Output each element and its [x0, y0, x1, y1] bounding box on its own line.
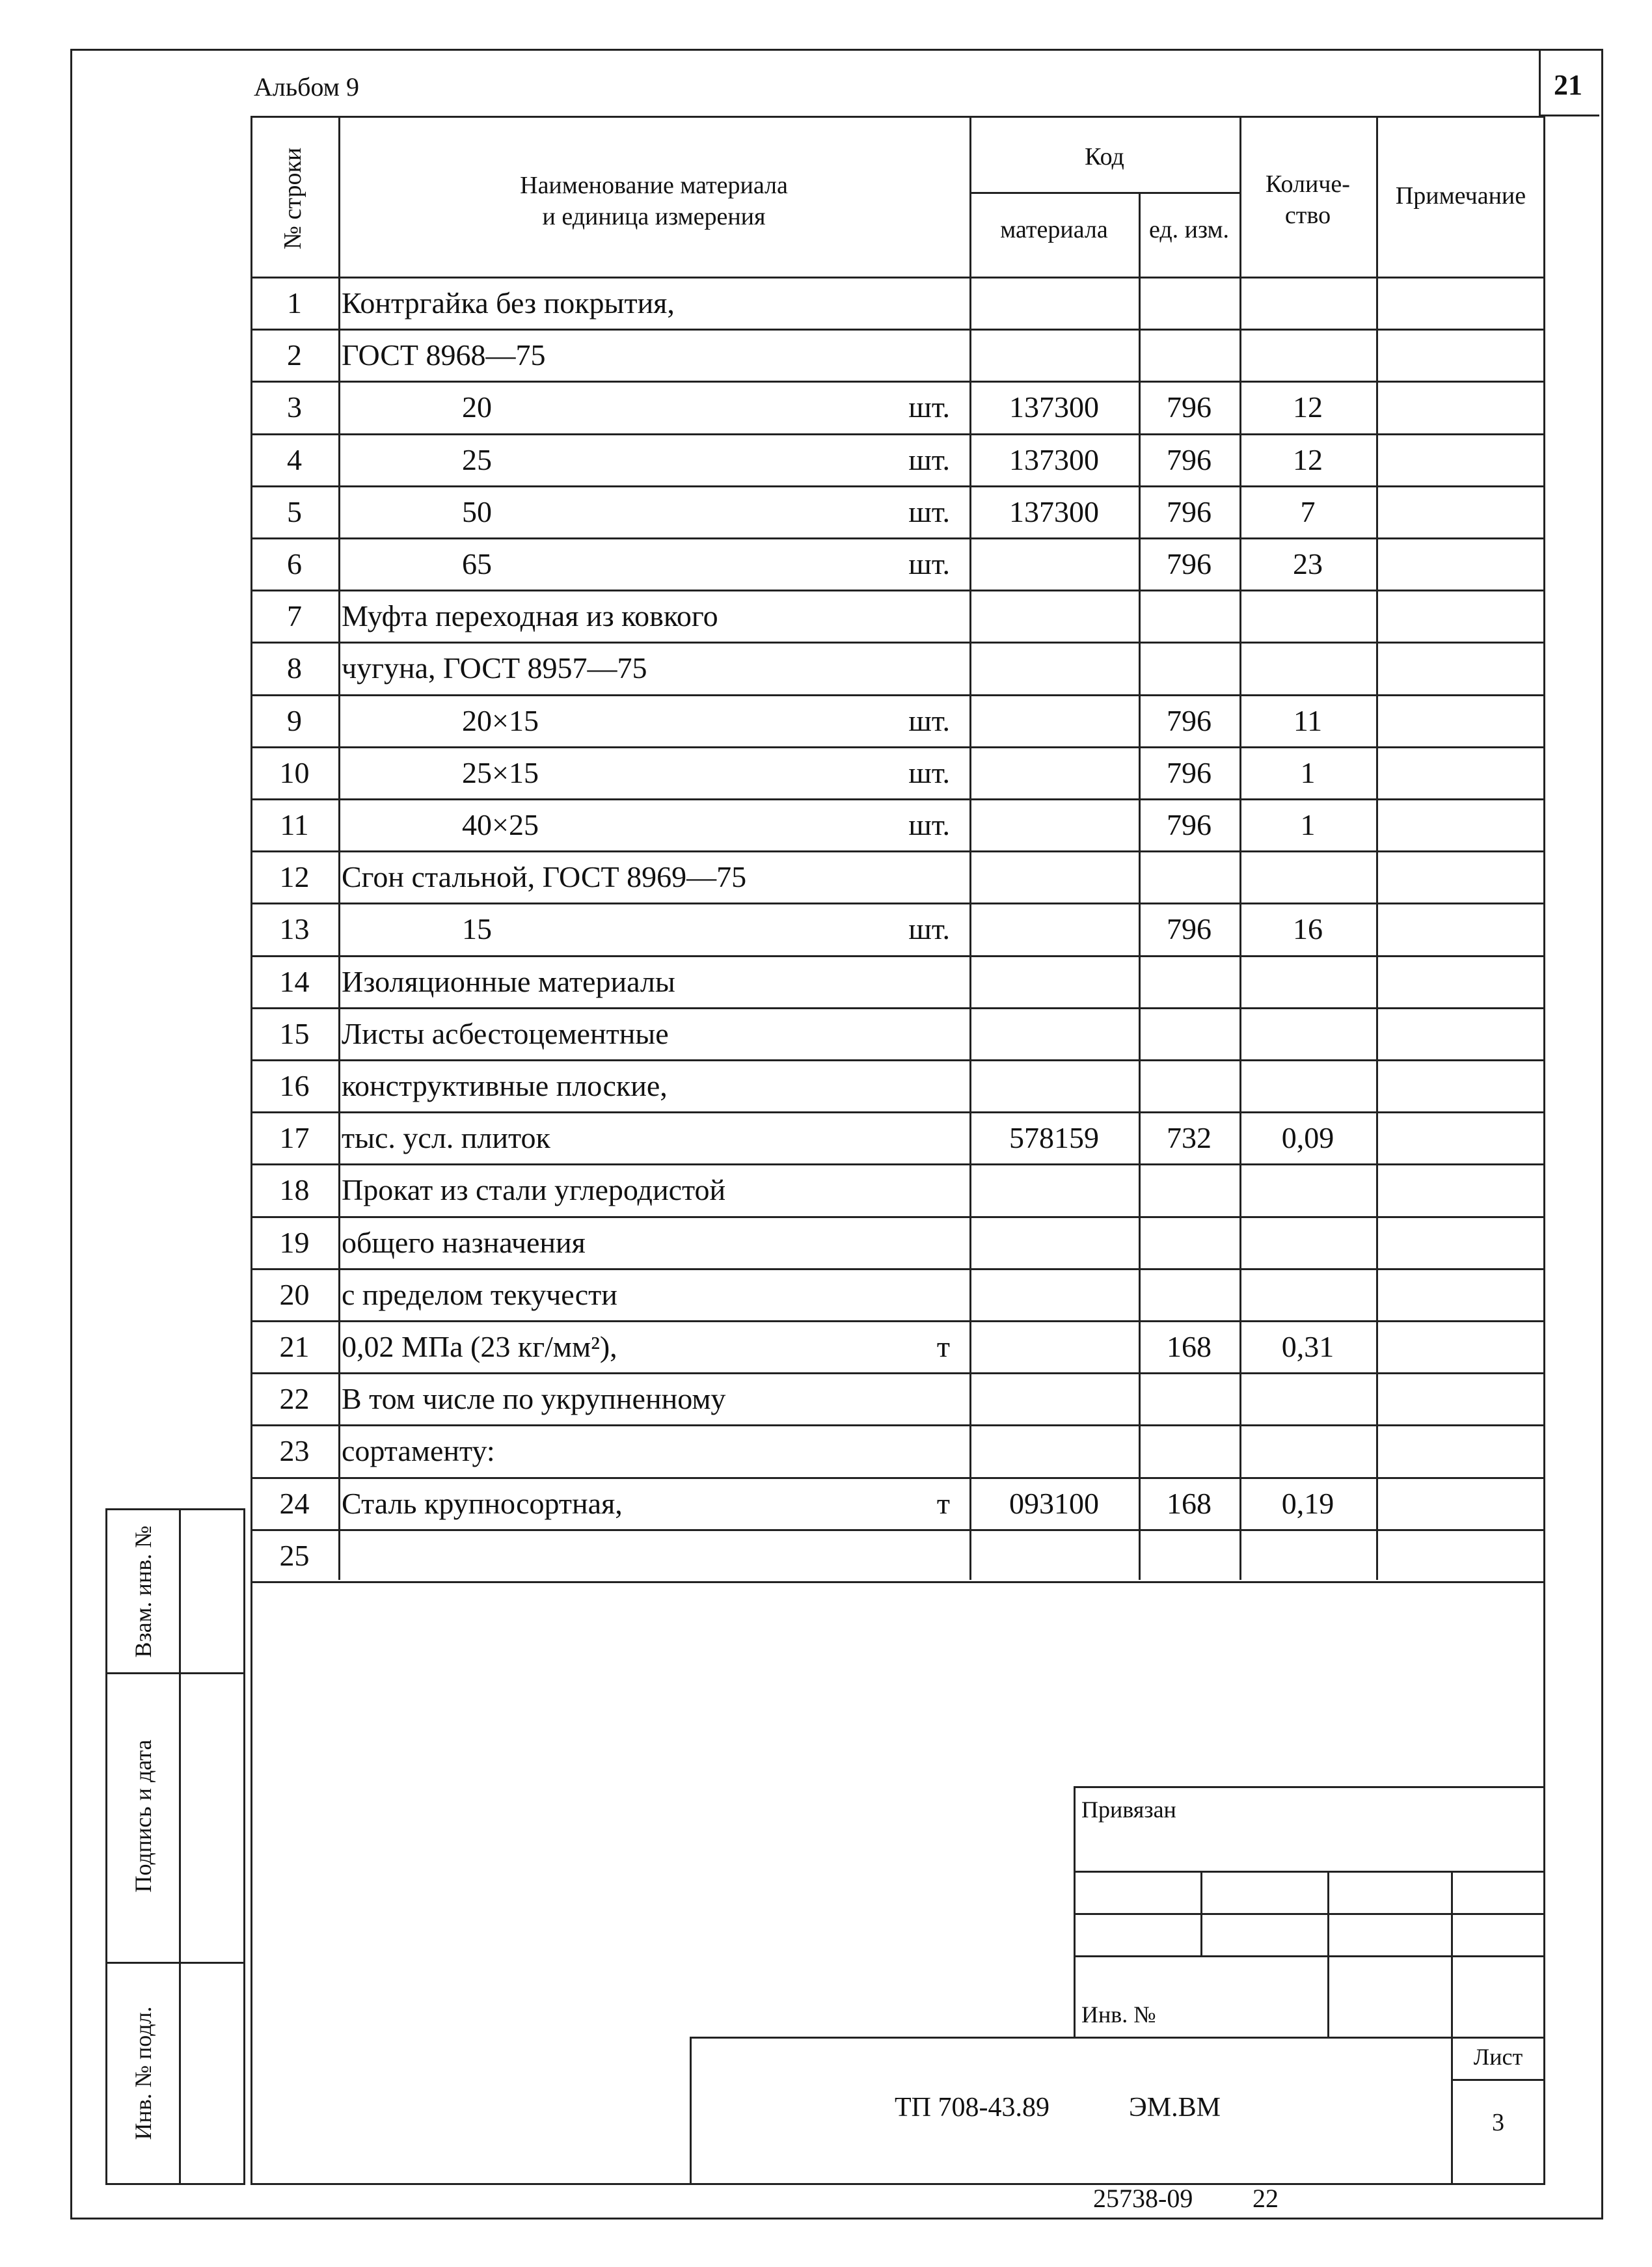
row-name: 20×15: [462, 703, 539, 737]
row-number: 23: [279, 1434, 310, 1468]
row-unit: т: [936, 1486, 950, 1520]
row-name: Сталь крупносортная,: [342, 1486, 623, 1520]
row-unit: т: [936, 1330, 950, 1363]
row-divider: [251, 537, 1545, 539]
row-number: 13: [279, 912, 310, 946]
row-quantity: 12: [1293, 390, 1323, 424]
row-number: 15: [279, 1016, 310, 1050]
doc-mark: ЭМ.ВМ: [1129, 2093, 1221, 2123]
row-divider: [251, 642, 1545, 644]
row-number: 1: [287, 286, 302, 319]
row-number: 3: [287, 390, 302, 424]
row-number: 5: [287, 495, 302, 528]
row-number: 20: [279, 1277, 310, 1311]
row-name: Контргайка без покрытия,: [342, 286, 675, 319]
page-number: 21: [1554, 69, 1582, 101]
row-quantity: 1: [1300, 755, 1316, 789]
row-number: 9: [287, 703, 302, 737]
inv-no-label: Инв. №: [1081, 2002, 1156, 2028]
sheet-label: Лист: [1473, 2044, 1523, 2070]
row-name: 0,02 МПа (23 кг/мм²),: [342, 1330, 617, 1363]
table-top-border: [251, 116, 1545, 118]
row-name: общего назначения: [342, 1225, 586, 1259]
row-name: 50: [462, 495, 492, 528]
row-quantity: 0,09: [1281, 1121, 1334, 1155]
doc-code: ТП 708-43.89: [895, 2093, 1049, 2123]
row-unit: шт.: [908, 808, 950, 841]
row-code-unit: 796: [1167, 495, 1212, 528]
row-code-unit: 168: [1167, 1330, 1212, 1363]
row-divider: [251, 1268, 1545, 1270]
row-number: 12: [279, 860, 310, 894]
header-quantity: Количе- ство: [1266, 170, 1350, 229]
footer-page: 22: [1253, 2184, 1279, 2213]
side-stamp-frame: [105, 1508, 245, 2185]
row-number: 8: [287, 651, 302, 685]
row-divider: [251, 1216, 1545, 1218]
row-name: Прокат из стали углеродистой: [342, 1173, 726, 1207]
row-unit: шт.: [908, 495, 950, 528]
row-code-unit: 796: [1167, 442, 1212, 476]
row-unit: шт.: [908, 547, 950, 580]
row-unit: шт.: [908, 755, 950, 789]
row-quantity: 11: [1293, 703, 1323, 737]
header-name: Наименование материала и единица измерения: [520, 172, 788, 230]
row-number: 25: [279, 1538, 310, 1572]
row-number: 6: [287, 547, 302, 580]
row-divider: [251, 1477, 1545, 1479]
row-divider: [251, 1320, 1545, 1322]
row-number: 17: [279, 1121, 310, 1155]
row-unit: шт.: [908, 912, 950, 946]
row-unit: шт.: [908, 703, 950, 737]
row-divider: [251, 850, 1545, 852]
row-code-unit: 796: [1167, 912, 1212, 946]
row-name: 20: [462, 390, 492, 424]
row-name: 40×25: [462, 808, 539, 841]
side-stamp-sep1: [105, 1672, 245, 1674]
sheet-number: 3: [1492, 2109, 1504, 2136]
row-number: 11: [280, 808, 309, 841]
row-code-unit: 796: [1167, 547, 1212, 580]
row-quantity: 0,19: [1281, 1486, 1334, 1520]
row-number: 19: [279, 1225, 310, 1259]
row-name: Листы асбестоцементные: [342, 1016, 669, 1050]
side-stamp-sep2: [105, 1962, 245, 1964]
row-name: В том числе по укрупненному: [342, 1382, 726, 1416]
row-divider: [251, 903, 1545, 904]
row-code-unit: 732: [1167, 1121, 1212, 1155]
row-divider: [251, 381, 1545, 383]
privyazan-label: Привязан: [1081, 1797, 1176, 1823]
row-number: 21: [279, 1330, 310, 1363]
side-stamp-divider: [179, 1508, 181, 2185]
row-number: 14: [279, 964, 310, 998]
row-number: 10: [279, 755, 310, 789]
row-name: Изоляционные материалы: [342, 964, 675, 998]
row-divider: [251, 485, 1545, 487]
row-code-unit: 796: [1167, 703, 1212, 737]
row-name: конструктивные плоские,: [342, 1069, 668, 1102]
row-name: 15: [462, 912, 492, 946]
row-divider: [251, 1529, 1545, 1531]
row-number: 24: [279, 1486, 310, 1520]
row-name: с пределом текучести: [342, 1277, 617, 1311]
row-number: 16: [279, 1069, 310, 1102]
row-code-unit: 168: [1167, 1486, 1212, 1520]
row-divider: [251, 1581, 1545, 1583]
row-divider: [251, 1424, 1545, 1426]
row-divider: [251, 329, 1545, 331]
header-note: Примечание: [1395, 182, 1526, 210]
header-code: Код: [1085, 143, 1124, 170]
row-code-material: 137300: [1009, 495, 1099, 528]
row-name: 25: [462, 442, 492, 476]
row-number: 7: [287, 599, 302, 633]
header-code-unit: ед. изм.: [1148, 216, 1230, 243]
row-divider: [251, 1163, 1545, 1165]
row-name: Сгон стальной, ГОСТ 8969—75: [342, 860, 747, 894]
row-unit: шт.: [908, 390, 950, 424]
row-unit: шт.: [908, 442, 950, 476]
row-name: сортаменту:: [342, 1434, 495, 1468]
row-quantity: 0,31: [1281, 1330, 1334, 1363]
row-divider: [251, 1059, 1545, 1061]
row-divider: [251, 590, 1545, 591]
row-number: 2: [287, 338, 302, 372]
row-quantity: 1: [1300, 808, 1316, 841]
row-number: 4: [287, 442, 302, 476]
row-code-unit: 796: [1167, 755, 1212, 789]
stamp-vzam-inv: Взам. инв. №: [130, 1525, 156, 1658]
header-code-material: материала: [1000, 216, 1108, 243]
row-divider: [251, 1111, 1545, 1113]
row-divider: [251, 746, 1545, 748]
row-quantity: 16: [1293, 912, 1323, 946]
row-name: 65: [462, 547, 492, 580]
stamp-podpis-data: Подпись и дата: [130, 1739, 156, 1893]
row-name: Муфта переходная из ковкого: [342, 599, 718, 633]
row-name: тыс. усл. плиток: [342, 1121, 550, 1155]
row-quantity: 23: [1293, 547, 1323, 580]
row-name: ГОСТ 8968—75: [342, 338, 546, 372]
row-quantity: 7: [1300, 495, 1316, 528]
row-divider: [251, 433, 1545, 435]
stamp-inv-podl: Инв. № подл.: [130, 2006, 156, 2140]
row-code-material: 137300: [1009, 390, 1099, 424]
header-row-no: № строки: [279, 147, 306, 250]
row-divider: [251, 1372, 1545, 1374]
row-name: 25×15: [462, 755, 539, 789]
row-code-unit: 796: [1167, 390, 1212, 424]
row-code-material: 093100: [1009, 1486, 1099, 1520]
row-code-material: 578159: [1009, 1121, 1099, 1155]
row-divider: [251, 694, 1545, 696]
row-divider: [251, 1007, 1545, 1009]
row-divider: [251, 798, 1545, 800]
row-divider: [251, 955, 1545, 957]
album-label: Альбом 9: [254, 72, 359, 102]
row-code-material: 137300: [1009, 442, 1099, 476]
row-number: 18: [279, 1173, 310, 1207]
row-number: 22: [279, 1382, 310, 1416]
row-name: чугуна, ГОСТ 8957—75: [342, 651, 647, 685]
row-quantity: 12: [1293, 442, 1323, 476]
footer-doc-id: 25738-09: [1093, 2184, 1193, 2213]
row-code-unit: 796: [1167, 808, 1212, 841]
